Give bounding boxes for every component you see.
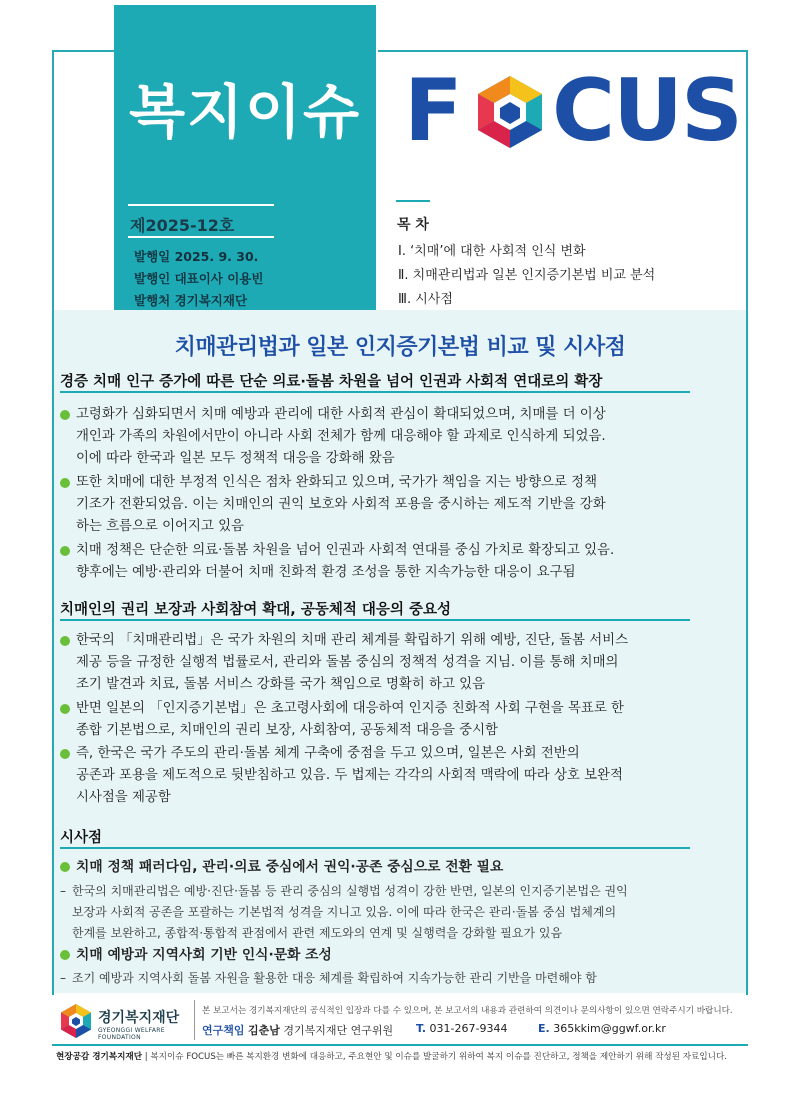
- section-divider: [60, 619, 690, 621]
- footer-bottom-text: | 복지이슈 FOCUS는 빠른 복지환경 변화에 대응하고, 주요현안 및 이슈를 발굴하기 위하여 복지 이슈를 진단하고, 정책을 제안하기 위해 작성된 자료입니다.: [144, 1052, 727, 1062]
- foundation-hexagon-icon: [470, 72, 550, 152]
- bullet-dot-icon: [60, 636, 70, 646]
- email-address[interactable]: 365kkim@ggwf.or.kr: [553, 1022, 666, 1035]
- implication-point: [60, 856, 690, 878]
- phone-number[interactable]: 031-267-9344: [429, 1022, 508, 1035]
- publish-date: 발행일 2025. 9. 30.: [134, 249, 259, 264]
- frame-line-top-right: [378, 50, 748, 52]
- footer-org-name-en: GYEONGGI WELFARE FOUNDATION: [98, 1027, 165, 1041]
- detail-line: 한국의 치매관리법은 예방·진단·돌봄 등 관리 중심의 실행법 성격이 강한 반면, 일본의 인지증기본법은 권익: [72, 884, 628, 898]
- bullet-line: 시사점을 제공함: [76, 790, 171, 805]
- email-label: E.: [538, 1022, 550, 1035]
- bullet-dot-icon: [60, 478, 70, 488]
- footer-separator: [194, 1000, 195, 1040]
- bullet-line: 공존과 포용을 제도적으로 뒷받침하고 있음. 두 법제는 각각의 사회적 맥락에 따라 상호 보완적: [76, 768, 623, 783]
- bullet-item: [60, 404, 690, 470]
- implication-point-text: 치매 예방과 지역사회 기반 인식·문화 조성: [76, 947, 332, 963]
- bullet-dot-icon: [60, 749, 70, 759]
- bullet-line: 기조가 전환되었음. 이는 치매인의 권익 보호와 사회적 포용을 중시하는 제도적 기반을 강화: [76, 497, 606, 512]
- toc-list: [398, 240, 655, 312]
- phone: [416, 1022, 507, 1035]
- dash-icon: –: [60, 884, 66, 898]
- researcher-title: 경기복지재단 연구위원: [283, 1024, 394, 1037]
- bullet-line: 제공 등을 규정한 실행적 법률로서, 관리와 돌봄 중심의 정책적 성격을 지님. 이를 통해 치매의: [76, 655, 619, 670]
- footer-bottom-note: [56, 1050, 727, 1062]
- bullet-dot-icon: [60, 546, 70, 556]
- bullet-line: 하는 흐름으로 이어지고 있음: [76, 519, 244, 534]
- bullet-line: 또한 치매에 대한 부정적 인식은 점차 완화되고 있으며, 국가가 책임을 지는 방향으로 정책: [76, 475, 598, 490]
- frame-line-right: [746, 50, 748, 995]
- implication-point: [60, 944, 690, 966]
- logo-letter-f: F: [404, 61, 463, 161]
- bullet-item: [60, 540, 690, 584]
- logo-letters-cus: CUS: [552, 61, 741, 161]
- bullet-line: 향후에는 예방·관리와 더불어 치매 친화적 환경 조성을 통한 지속가능한 대응이 요구됨: [76, 565, 576, 580]
- implication-detail: [60, 881, 690, 944]
- bullet-item: [60, 698, 690, 742]
- bullet-line: 개인과 가족의 차원에서만이 아니라 사회 전체가 함께 대응해야 할 과제로 인식하게 되었음.: [76, 429, 606, 444]
- detail-line: 보장과 사회적 공존을 포괄하는 기본법적 성격을 지니고 있음. 이에 따라 한국은 관리·돌봄 중심 법체계의: [72, 905, 617, 919]
- footer-contact: [202, 1022, 742, 1038]
- toc-item[interactable]: Ⅲ. 시사점: [398, 292, 453, 307]
- bullet-line: 치매 정책은 단순한 의료·돌봄 차원을 넘어 인권과 사회적 연대를 중심 가치로 확장되고 있음.: [76, 543, 615, 558]
- bullet-line: 종합 기본법으로, 치매인의 권리 보장, 사회참여, 공동체적 대응을 중시함: [76, 723, 498, 738]
- bullet-dot-icon: [60, 862, 70, 872]
- header-block: [114, 5, 376, 310]
- section-heading: 경증 치매 인구 증가에 따른 단순 의료·돌봄 차원을 넘어 인권과 사회적 연대로의 확장: [60, 374, 603, 390]
- bullet-line: 고령화가 심화되면서 치매 예방과 관리에 대한 사회적 관심이 확대되었으며, 치매를 더 이상: [76, 407, 606, 422]
- bullet-item: [60, 472, 690, 538]
- section-divider: [60, 847, 690, 849]
- footer-org-logo: [60, 1003, 200, 1043]
- issuer: 발행처 경기복지재단: [134, 293, 248, 308]
- bullet-item: [60, 743, 690, 809]
- toc-item[interactable]: Ⅱ. 치매관리법과 일본 인지증기본법 비교 분석: [398, 268, 656, 283]
- implication-point-text: 치매 정책 패러다임, 관리·의료 중심에서 권익·공존 중심으로 전환 필요: [76, 859, 504, 875]
- bullet-line: 한국의 「치매관리법」은 국가 차원의 치매 관리 체계를 확립하기 위해 예방, 진단, 돌봄 서비스: [76, 633, 629, 648]
- series-title: 복지이슈: [128, 78, 362, 146]
- divider: [128, 236, 274, 238]
- bullet-dot-icon: [60, 704, 70, 714]
- toc-title: 목 차: [397, 217, 429, 233]
- implication-detail: [60, 968, 690, 989]
- issue-number: 제2025-12호: [130, 216, 235, 235]
- bullet-line: 즉, 한국은 국가 주도의 관리·돌봄 체계 구축에 중점을 두고 있으며, 일본은 사회 전반의: [76, 746, 580, 761]
- bullet-dot-icon: [60, 950, 70, 960]
- detail-line: 한계를 보완하고, 종합적·통합적 관점에서 관련 제도와의 연계 및 실행력을 강화할 필요가 있음: [72, 926, 563, 940]
- implications-heading: 시사점: [60, 830, 103, 846]
- toc-divider: [396, 200, 430, 202]
- detail-line: 조기 예방과 지역사회 돌봄 자원을 활용한 대응 체계를 확립하여 지속가능한 관리 기반을 마련해야 함: [72, 971, 597, 985]
- bullet-dot-icon: [60, 410, 70, 420]
- bullet-item: [60, 630, 690, 696]
- main-title: 치매관리법과 일본 인지증기본법 비교 및 시사점: [174, 335, 626, 360]
- footer-brand: 현장공감 경기복지재단: [56, 1052, 143, 1062]
- bullet-line: 반면 일본의 「인지증기본법」은 초고령사회에 대응하여 인지증 친화적 사회 구현을 목표로 한: [76, 701, 624, 716]
- section-heading: 치매인의 권리 보장과 사회참여 확대, 공동체적 대응의 중요성: [60, 602, 452, 618]
- contact-label: 연구책임: [202, 1024, 245, 1037]
- publisher: 발행인 대표이사 이용빈: [134, 271, 264, 286]
- bullet-line: 조기 발견과 치료, 돌봄 서비스 강화를 국가 책임으로 명확히 하고 있음: [76, 677, 486, 692]
- email: [538, 1022, 666, 1035]
- footer-disclaimer: 본 보고서는 경기복지재단의 공식적인 입장과 다를 수 있으며, 본 보고서의 내용과 관련하여 의견이나 문의사항이 있으면 연락주시기 바랍니다.: [202, 1006, 733, 1016]
- toc-item[interactable]: Ⅰ. ‘치매’에 대한 사회적 인식 변화: [398, 244, 586, 259]
- frame-line-top-left: [52, 50, 114, 52]
- foundation-hexagon-icon: [60, 1003, 92, 1039]
- bullet-line: 이에 따라 한국과 일본 모두 정책적 대응을 강화해 왔음: [76, 451, 395, 466]
- footer-org-name: 경기복지재단: [98, 1010, 180, 1026]
- focus-logo: [404, 61, 741, 161]
- footer-divider: [52, 1044, 748, 1046]
- dash-icon: –: [60, 971, 66, 985]
- tel-label: T.: [416, 1022, 427, 1035]
- researcher-name: 김춘남: [248, 1024, 280, 1037]
- publication-info: [134, 246, 263, 312]
- divider: [128, 204, 274, 206]
- section-divider: [60, 391, 690, 393]
